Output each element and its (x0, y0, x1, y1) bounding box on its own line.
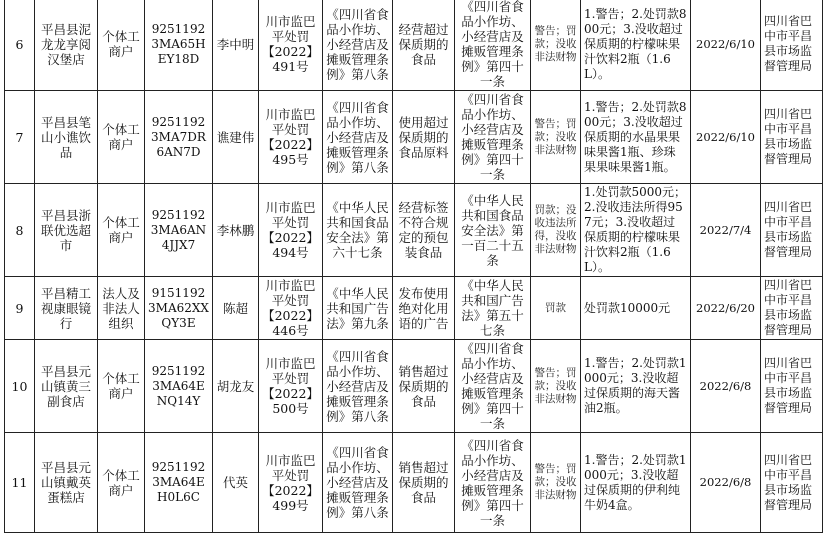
table-row (5, 277, 823, 340)
decision-date-cell: 2022/6/8 (691, 340, 761, 433)
authority-cell: 四川省巴中市平昌县市场监督管理局 (761, 340, 823, 433)
credit-code-cell: 92511923MA7DR6AN7D (145, 91, 213, 184)
entity-name-cell: 平昌县元山镇黄三副食店 (35, 340, 98, 433)
penalty-basis-cell: 《四川省食品小作坊、小经营店及摊贩管理条例》第四十一条 (455, 340, 531, 433)
penalty-basis-cell: 《四川省食品小作坊、小经营店及摊贩管理条例》第四十一条 (455, 0, 531, 91)
penalty-type-cell: 警告；罚款；没收非法财物 (531, 91, 581, 184)
row-index-cell: 8 (5, 184, 35, 277)
row-index-cell: 11 (5, 433, 35, 533)
entity-type-cell: 个体工商户 (98, 184, 145, 277)
penalty-basis-cell: 《四川省食品小作坊、小经营店及摊贩管理条例》第四十一条 (455, 433, 531, 533)
penalty-type-cell: 罚款；没收违法所得，没收非法财物 (531, 184, 581, 277)
credit-code-cell: 92511923MA65HEY18D (145, 0, 213, 91)
violated-law-cell: 《中华人民共和国食品安全法》第六十七条 (323, 184, 393, 277)
penalty-table-sheet (4, 0, 822, 528)
penalty-basis-cell: 《中华人民共和国食品安全法》第一百二十五条 (455, 184, 531, 277)
decision-date-cell: 2022/6/10 (691, 91, 761, 184)
decision-number-cell: 川市监巴平处罚【2022】491号 (259, 0, 323, 91)
decision-date-cell: 2022/6/10 (691, 0, 761, 91)
authority-cell: 四川省巴中市平昌县市场监督管理局 (761, 184, 823, 277)
violation-fact-cell: 销售超过保质期的食品 (393, 433, 455, 533)
penalty-content-cell: 1.警告；2.处罚款1000元；3.没收超过保质期的伊利纯牛奶4盒。 (581, 433, 691, 533)
penalty-content-cell: 1.警告；2.处罚款800元；3.没收超过保质期的柠檬味果汁饮料2瓶（1.6L）。 (581, 0, 691, 91)
violation-fact-cell: 使用超过保质期的食品原料 (393, 91, 455, 184)
violated-law-cell: 《四川省食品小作坊、小经营店及摊贩管理条例》第八条 (323, 91, 393, 184)
entity-name-cell: 平昌县浙联优选超市 (35, 184, 98, 277)
violated-law-cell: 《四川省食品小作坊、小经营店及摊贩管理条例》第八条 (323, 340, 393, 433)
decision-date-cell: 2022/6/20 (691, 277, 761, 340)
penalty-basis-cell: 《中华人民共和国广告法》第五十七条 (455, 277, 531, 340)
table-row (5, 184, 823, 277)
penalty-content-cell: 处罚款10000元 (581, 277, 691, 340)
penalty-content-cell: 1.警告；2.处罚款1000元；3.没收超过保质期的海天酱油2瓶。 (581, 340, 691, 433)
violation-fact-cell: 经营标签不符合规定的预包装食品 (393, 184, 455, 277)
entity-name-cell: 平昌县元山镇戴英蛋糕店 (35, 433, 98, 533)
violated-law-cell: 《四川省食品小作坊、小经营店及摊贩管理条例》第八条 (323, 0, 393, 91)
penalty-type-cell: 警告；罚款；没收非法财物 (531, 433, 581, 533)
authority-cell: 四川省巴中市平昌县市场监督管理局 (761, 277, 823, 340)
penalty-type-cell: 警告；罚款；没收非法财物 (531, 340, 581, 433)
table-row (5, 91, 823, 184)
decision-date-cell: 2022/6/8 (691, 433, 761, 533)
authority-cell: 四川省巴中市平昌县市场监督管理局 (761, 433, 823, 533)
penalty-basis-cell: 《四川省食品小作坊、小经营店及摊贩管理条例》第四十一条 (455, 91, 531, 184)
row-index-cell: 6 (5, 0, 35, 91)
credit-code-cell: 92511923MA6AN4JJX7 (145, 184, 213, 277)
credit-code-cell: 92511923MA64ENQ14Y (145, 340, 213, 433)
decision-date-cell: 2022/7/4 (691, 184, 761, 277)
row-index-cell: 9 (5, 277, 35, 340)
violation-fact-cell: 销售超过保质期的食品 (393, 340, 455, 433)
entity-type-cell: 个体工商户 (98, 433, 145, 533)
violation-fact-cell: 发布使用绝对化用语的广告 (393, 277, 455, 340)
credit-code-cell: 92511923MA64EH0L6C (145, 433, 213, 533)
entity-name-cell: 平昌县笔山小谯饮品 (35, 91, 98, 184)
entity-type-cell: 个体工商户 (98, 340, 145, 433)
penalty-content-cell: 1.警告；2.处罚款800元；3.没收超过保质期的水晶果果味果酱1瓶、珍珠果果味果酱1瓶。 (581, 91, 691, 184)
legal-person-cell: 谯建伟 (213, 91, 259, 184)
legal-person-cell: 李中明 (213, 0, 259, 91)
legal-person-cell: 陈超 (213, 277, 259, 340)
penalty-type-cell: 罚款 (531, 277, 581, 340)
authority-cell: 四川省巴中市平昌县市场监督管理局 (761, 0, 823, 91)
decision-number-cell: 川市监巴平处罚【2022】446号 (259, 277, 323, 340)
decision-number-cell: 川市监巴平处罚【2022】495号 (259, 91, 323, 184)
penalty-type-cell: 警告；罚款；没收非法财物 (531, 0, 581, 91)
violated-law-cell: 《四川省食品小作坊、小经营店及摊贩管理条例》第八条 (323, 433, 393, 533)
violation-fact-cell: 经营超过保质期的食品 (393, 0, 455, 91)
legal-person-cell: 胡龙友 (213, 340, 259, 433)
legal-person-cell: 李林鹏 (213, 184, 259, 277)
entity-name-cell: 平昌精工视康眼镜行 (35, 277, 98, 340)
authority-cell: 四川省巴中市平昌县市场监督管理局 (761, 91, 823, 184)
violated-law-cell: 《中华人民共和国广告法》第九条 (323, 277, 393, 340)
penalty-content-cell: 1.处罚款5000元；2.没收违法所得957元；3.没收超过保质期的柠檬味果汁饮料2瓶（1.6L）。 (581, 184, 691, 277)
row-index-cell: 10 (5, 340, 35, 433)
entity-name-cell: 平昌县泥龙龙享阅汉堡店 (35, 0, 98, 91)
decision-number-cell: 川市监巴平处罚【2022】499号 (259, 433, 323, 533)
row-index-cell: 7 (5, 91, 35, 184)
entity-type-cell: 法人及非法人组织 (98, 277, 145, 340)
decision-number-cell: 川市监巴平处罚【2022】500号 (259, 340, 323, 433)
table-row (5, 340, 823, 433)
legal-person-cell: 代英 (213, 433, 259, 533)
table-row (5, 433, 823, 533)
table-row (5, 0, 823, 91)
credit-code-cell: 91511923MA62XXQY3E (145, 277, 213, 340)
penalty-table (4, 0, 823, 533)
entity-type-cell: 个体工商户 (98, 91, 145, 184)
entity-type-cell: 个体工商户 (98, 0, 145, 91)
decision-number-cell: 川市监巴平处罚【2022】494号 (259, 184, 323, 277)
